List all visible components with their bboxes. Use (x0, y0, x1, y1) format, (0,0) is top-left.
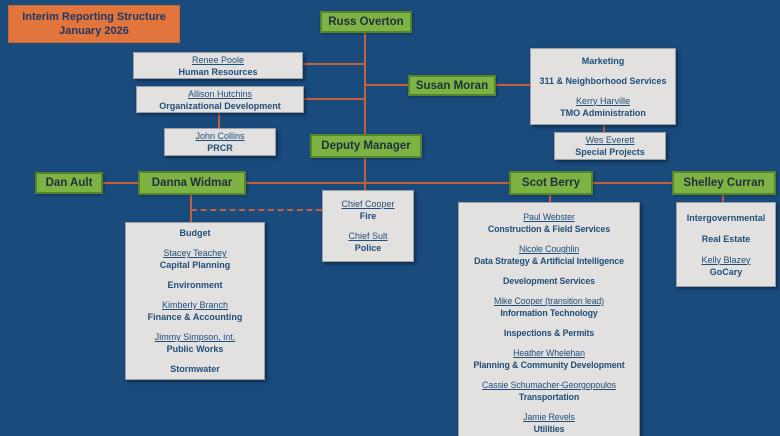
box-human-resources (133, 52, 303, 79)
box-organizational-development (136, 86, 304, 113)
link-chief-sult[interactable]: Chief Sult (348, 231, 388, 241)
link-mike-cooper[interactable]: Mike Cooper (transition lead) (493, 296, 605, 306)
connector-hr (303, 63, 365, 65)
node-scot-berry: Scot Berry (509, 171, 593, 195)
link-nicole-coughlin[interactable]: Nicole Coughlin (518, 244, 580, 254)
link-kerry-harville[interactable]: Kerry Harville (575, 95, 630, 106)
connector-deputy-down (364, 158, 366, 190)
dept-311-neighborhood-services: 311 & Neighborhood Services (539, 75, 667, 86)
dept-prcr: PRCR (207, 143, 233, 153)
node-russ-overton: Russ Overton (320, 11, 412, 33)
node-danna-widmar: Danna Widmar (138, 171, 246, 195)
link-cassie-schumacher-georgopoulos[interactable]: Cassie Schumacher-Georgopoulos (482, 380, 616, 390)
link-heather-whelehan[interactable]: Heather Whelehan (513, 348, 585, 358)
dept-construction-field-services: Construction & Field Services (487, 224, 611, 234)
dept-real-estate: Real Estate (701, 233, 751, 244)
node-shelley-curran: Shelley Curran (672, 171, 776, 195)
link-wes-everett[interactable]: Wes Everett (585, 135, 635, 145)
dept-police: Police (354, 243, 382, 253)
connector-susan-left (366, 84, 408, 86)
box-danna-departments (125, 222, 265, 380)
dept-planning-community-development: Planning & Community Development (473, 360, 625, 370)
dept-inspections-permits: Inspections & Permits (503, 328, 595, 338)
link-paul-webster[interactable]: Paul Webster (523, 212, 575, 222)
link-renee-poole[interactable]: Renee Poole (191, 54, 245, 65)
dept-special-projects: Special Projects (575, 147, 645, 157)
link-stacey-teachey[interactable]: Stacey Teachey (163, 248, 227, 258)
connector-special-projects (603, 125, 605, 132)
dept-organizational-development: Organizational Development (159, 100, 281, 111)
connector-dashed-public-safety (191, 209, 322, 211)
dept-tmo-administration: TMO Administration (560, 107, 646, 118)
link-john-collins[interactable]: John Collins (195, 131, 245, 141)
link-allison-hutchins[interactable]: Allison Hutchins (187, 88, 253, 99)
link-jimmy-simpson[interactable]: Jimmy Simpson, int. (154, 332, 236, 342)
box-marketing (530, 48, 676, 125)
chart-title-line1: Interim Reporting Structure (22, 11, 166, 23)
dept-environment: Environment (167, 280, 223, 290)
dept-intergovernmental: Intergovernmental (686, 212, 766, 223)
box-prcr (164, 128, 276, 156)
dept-transportation: Transportation (518, 392, 580, 402)
node-deputy-manager: Deputy Manager (310, 134, 422, 158)
box-special-projects (554, 132, 666, 160)
chart-title-line2: January 2026 (59, 25, 129, 37)
dept-marketing: Marketing (581, 55, 625, 66)
connector-od (304, 98, 365, 100)
link-chief-cooper[interactable]: Chief Cooper (341, 199, 395, 209)
box-public-safety (322, 190, 414, 262)
chart-title (8, 5, 180, 43)
dept-utilities: Utilities (533, 424, 565, 434)
link-kimberly-branch[interactable]: Kimberly Branch (161, 300, 229, 310)
link-kelly-blazey[interactable]: Kelly Blazey (701, 254, 751, 265)
connector-prcr (218, 113, 220, 128)
dept-public-works: Public Works (166, 344, 224, 354)
dept-capital-planning: Capital Planning (159, 260, 231, 270)
connector-susan-right (496, 84, 530, 86)
dept-finance-accounting: Finance & Accounting (147, 312, 243, 322)
connector-shelley-down (722, 195, 724, 202)
node-susan-moran: Susan Moran (408, 75, 496, 96)
dept-human-resources: Human Resources (178, 66, 258, 77)
dept-gocary: GoCary (709, 266, 743, 277)
dept-budget: Budget (179, 228, 211, 238)
box-shelley-departments (676, 202, 776, 287)
dept-information-technology: Information Technology (500, 308, 598, 318)
dept-data-strategy-ai: Data Strategy & Artificial Intelligence (474, 256, 624, 266)
link-jamie-revels[interactable]: Jamie Revels (523, 412, 575, 422)
node-dan-ault: Dan Ault (35, 172, 103, 194)
dept-stormwater: Stormwater (170, 364, 220, 374)
connector-scot-down (549, 195, 551, 202)
box-scot-departments (458, 202, 640, 436)
dept-fire: Fire (359, 211, 377, 221)
dept-development-services: Development Services (503, 276, 595, 286)
